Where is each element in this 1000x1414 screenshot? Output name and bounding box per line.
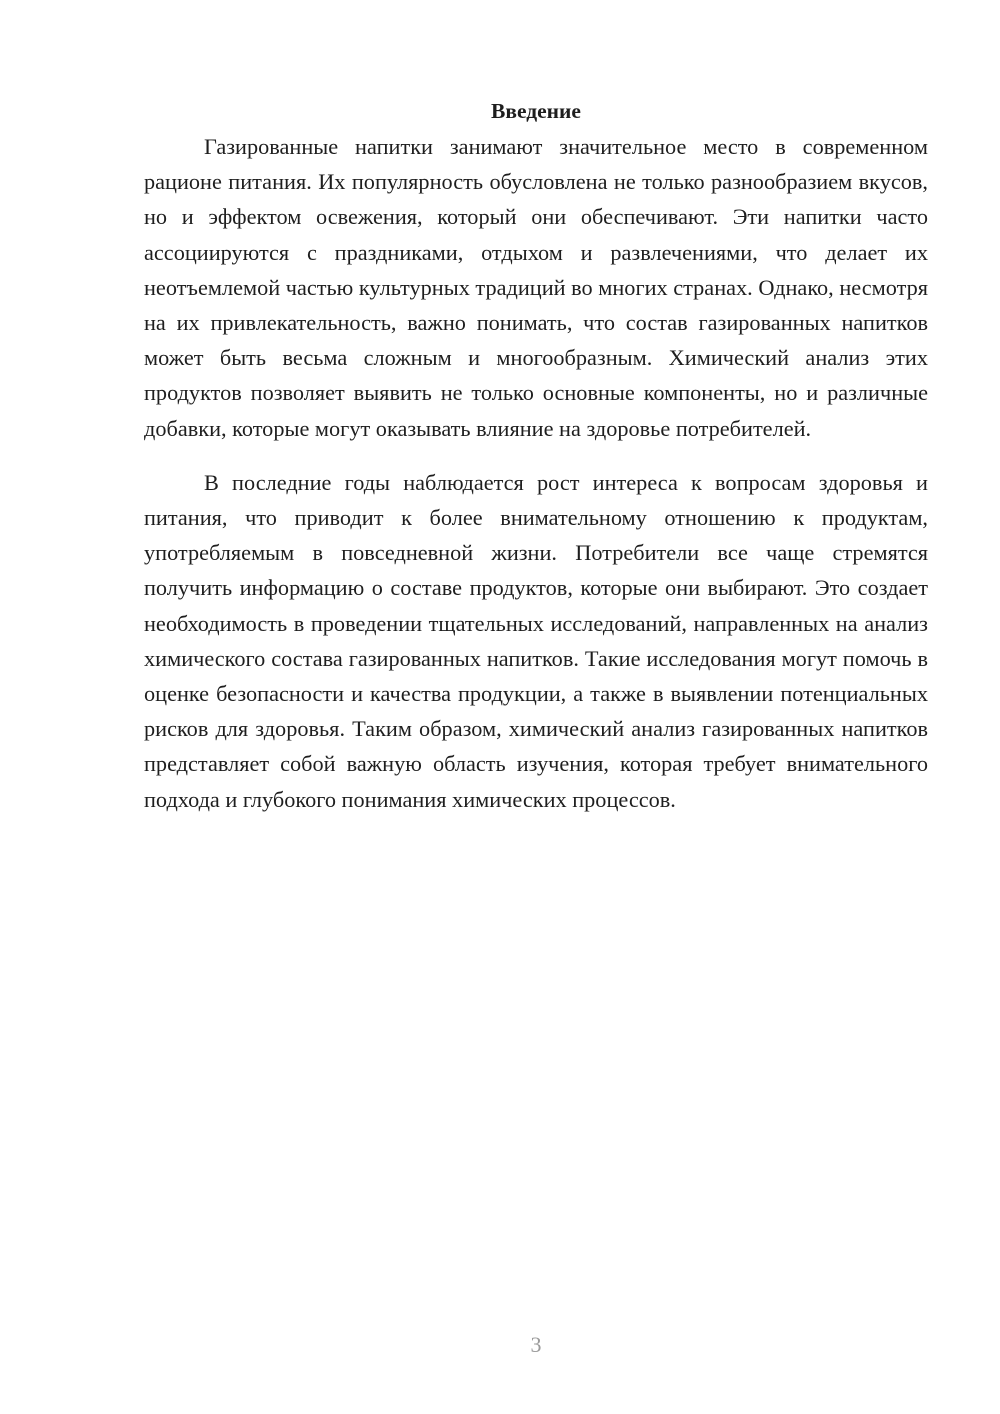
page-body (144, 95, 928, 817)
paragraph-1: Газированные напитки занимают значительное место в современном рационе питания. Их популярность обусловлена не только разнообразием вкусов, но и эффектом освежения, который они обеспечивают. Эти напитки часто ассоциируются с праздниками, отдыхом и развлечениями, что делает их неотъемлемой частью культурных традиций во многих странах. Однако, несмотря на их привлекательность, важно понимать, что состав газированных напитков может быть весьма сложным и многообразным. Химический анализ этих продуктов позволяет выявить не только основные компоненты, но и различные добавки, которые могут оказывать влияние на здоровье потребителей. (144, 134, 928, 441)
paragraph-2: В последние годы наблюдается рост интереса к вопросам здоровья и питания, что приводит к более внимательному отношению к продуктам, употребляемым в повседневной жизни. Потребители все чаще стремятся получить информацию о составе продуктов, которые они выбирают. Это создает необходимость в проведении тщательных исследований, направленных на анализ химического состава газированных напитков. Такие исследования могут помочь в оценке безопасности и качества продукции, а также в выявлении потенциальных рисков для здоровья. Таким образом, химический анализ газированных напитков представляет собой важную область изучения, которая требует внимательного подхода и глубокого понимания химических процессов. (144, 469, 928, 812)
section-heading: Введение (491, 99, 581, 123)
page-number: 3 (530, 1332, 542, 1357)
